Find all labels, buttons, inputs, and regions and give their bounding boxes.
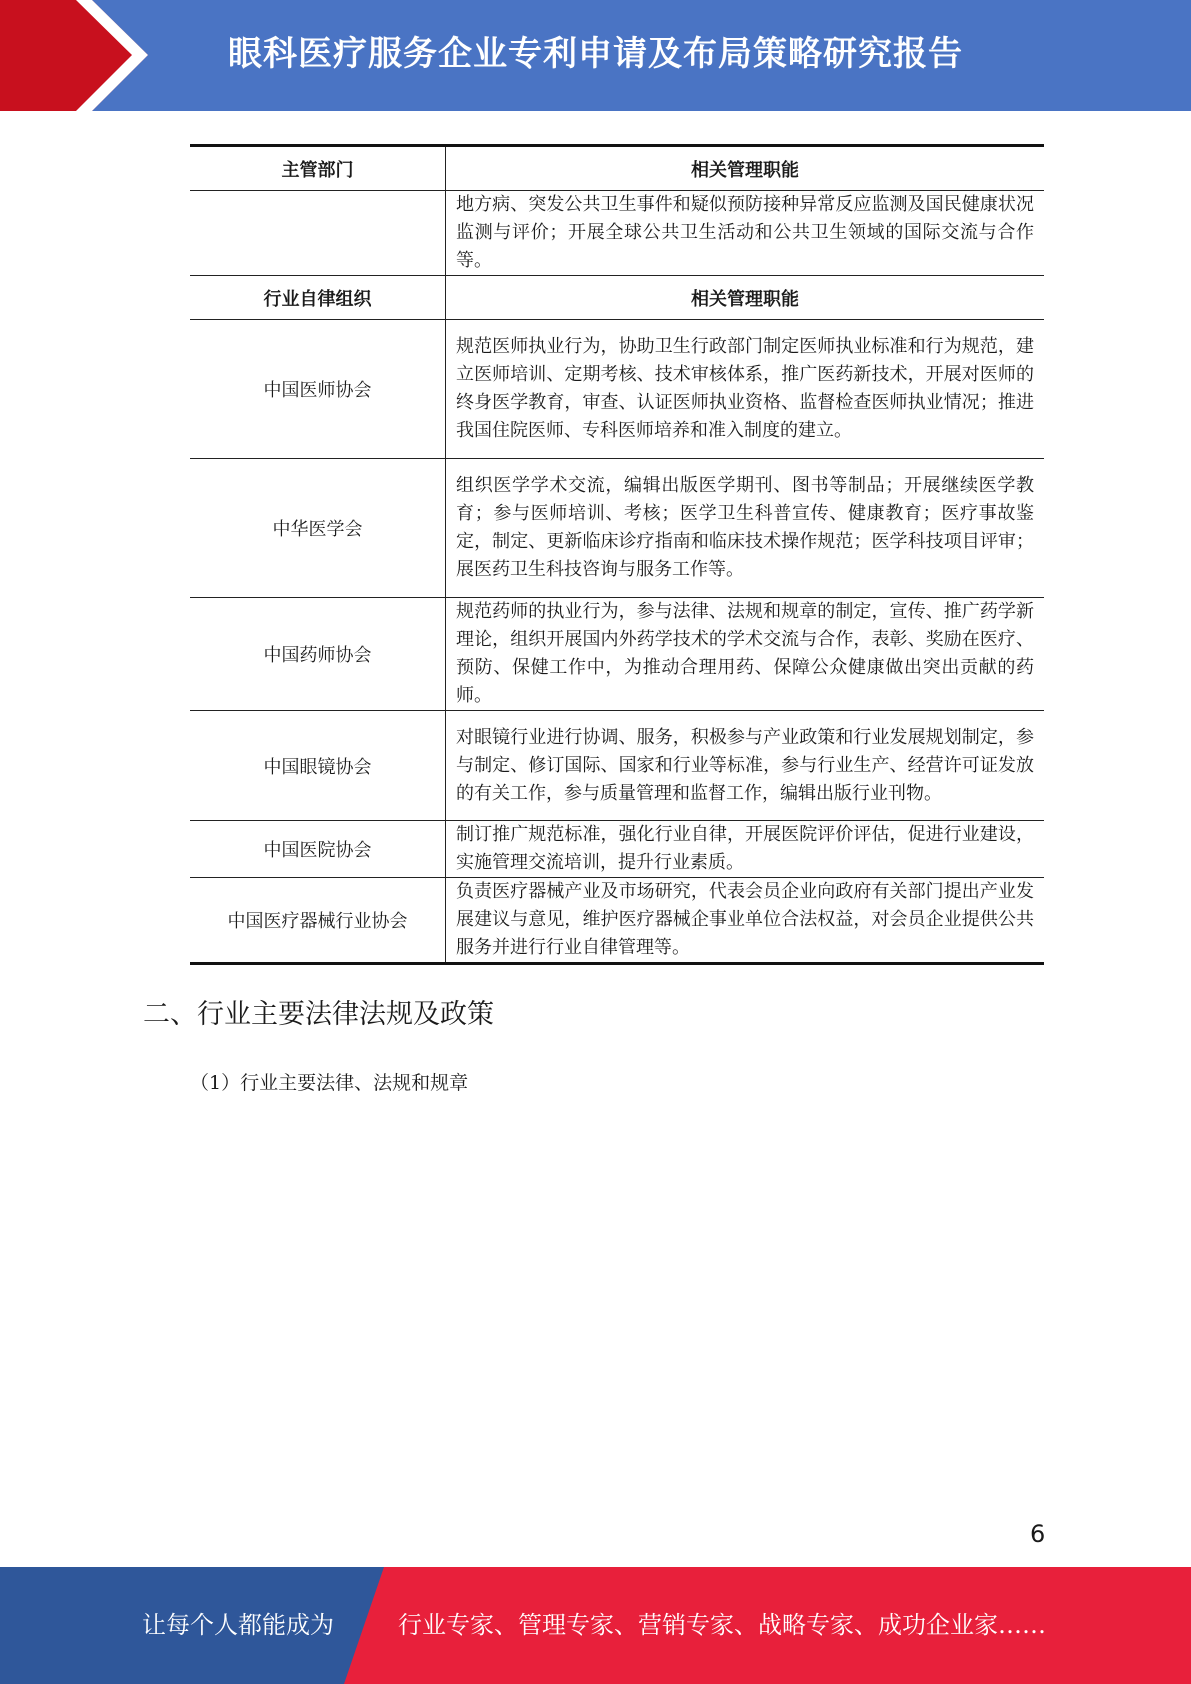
table-row [190, 878, 1044, 964]
duty-cell: 组织医学学术交流，编辑出版医学期刊、图书等制品；开展继续医学教育；参与医师培训、考核；医学卫生科普宣传、健康教育；医疗事故鉴定，制定、更新临床诊疗指南和临床技术操作规范；医学科技项目评审；展医药卫生科技咨询与服务工作等。 [446, 459, 1044, 598]
footer-slogan-left: 让每个人都能成为 [142, 1611, 334, 1639]
header-org: 行业自律组织 [190, 276, 446, 320]
page-number: 6 [1030, 1520, 1046, 1548]
duty-cell: 对眼镜行业进行协调、服务，积极参与产业政策和行业发展规划制定，参与制定、修订国际、国家和行业等标准，参与行业生产、经营许可证发放的有关工作，参与质量管理和监督工作，编辑出版行业刊物。 [446, 711, 1044, 821]
org-cell: 中国药师协会 [190, 598, 446, 711]
report-footer [0, 1567, 1191, 1684]
duty-cell: 规范药师的执业行为，参与法律、法规和规章的制定，宣传、推广药学新理论，组织开展国内外药学技术的学术交流与合作，表彰、奖励在医疗、预防、保健工作中，为推动合理用药、保障公众健康做出突出贡献的药师。 [446, 598, 1044, 711]
regulator-table [190, 144, 1044, 965]
subsection-heading: （1）行业主要法律、法规和规章 [190, 1072, 469, 1094]
table-header-row [190, 146, 1044, 191]
table-row [190, 191, 1044, 276]
table-row [190, 459, 1044, 598]
org-cell: 中国医师协会 [190, 320, 446, 459]
table-header-row [190, 276, 1044, 320]
duty-cell: 制订推广规范标准，强化行业自律，开展医院评价评估，促进行业建设，实施管理交流培训，提升行业素质。 [446, 821, 1044, 878]
dept-cell [190, 191, 446, 276]
report-title: 眼科医疗服务企业专利申请及布局策略研究报告 [228, 34, 963, 74]
footer-slogan-right: 行业专家、管理专家、营销专家、战略专家、成功企业家…… [398, 1611, 1046, 1639]
header-dept: 主管部门 [190, 146, 446, 191]
table-row [190, 711, 1044, 821]
org-cell: 中国医疗器械行业协会 [190, 878, 446, 964]
header-duty: 相关管理职能 [446, 146, 1044, 191]
org-cell: 中华医学会 [190, 459, 446, 598]
org-cell: 中国眼镜协会 [190, 711, 446, 821]
duty-cell: 地方病、突发公共卫生事件和疑似预防接种异常反应监测及国民健康状况监测与评价；开展全球公共卫生活动和公共卫生领域的国际交流与合作等。 [446, 191, 1044, 276]
duty-cell: 规范医师执业行为，协助卫生行政部门制定医师执业标准和行为规范，建立医师培训、定期考核、技术审核体系，推广医药新技术，开展对医师的终身医学教育，审查、认证医师执业资格、监督检查医师执业情况；推进我国住院医师、专科医师培养和准入制度的建立。 [446, 320, 1044, 459]
table-row [190, 821, 1044, 878]
duty-cell: 负责医疗器械产业及市场研究，代表会员企业向政府有关部门提出产业发展建议与意见，维护医疗器械企事业单位合法权益，对会员企业提供公共服务并进行行业自律管理等。 [446, 878, 1044, 964]
regulator-table-container [190, 144, 1044, 965]
table-row [190, 598, 1044, 711]
header-duty: 相关管理职能 [446, 276, 1044, 320]
org-cell: 中国医院协会 [190, 821, 446, 878]
report-header [0, 0, 1191, 111]
section-heading: 二、行业主要法律法规及政策 [143, 999, 494, 1030]
table-row [190, 320, 1044, 459]
